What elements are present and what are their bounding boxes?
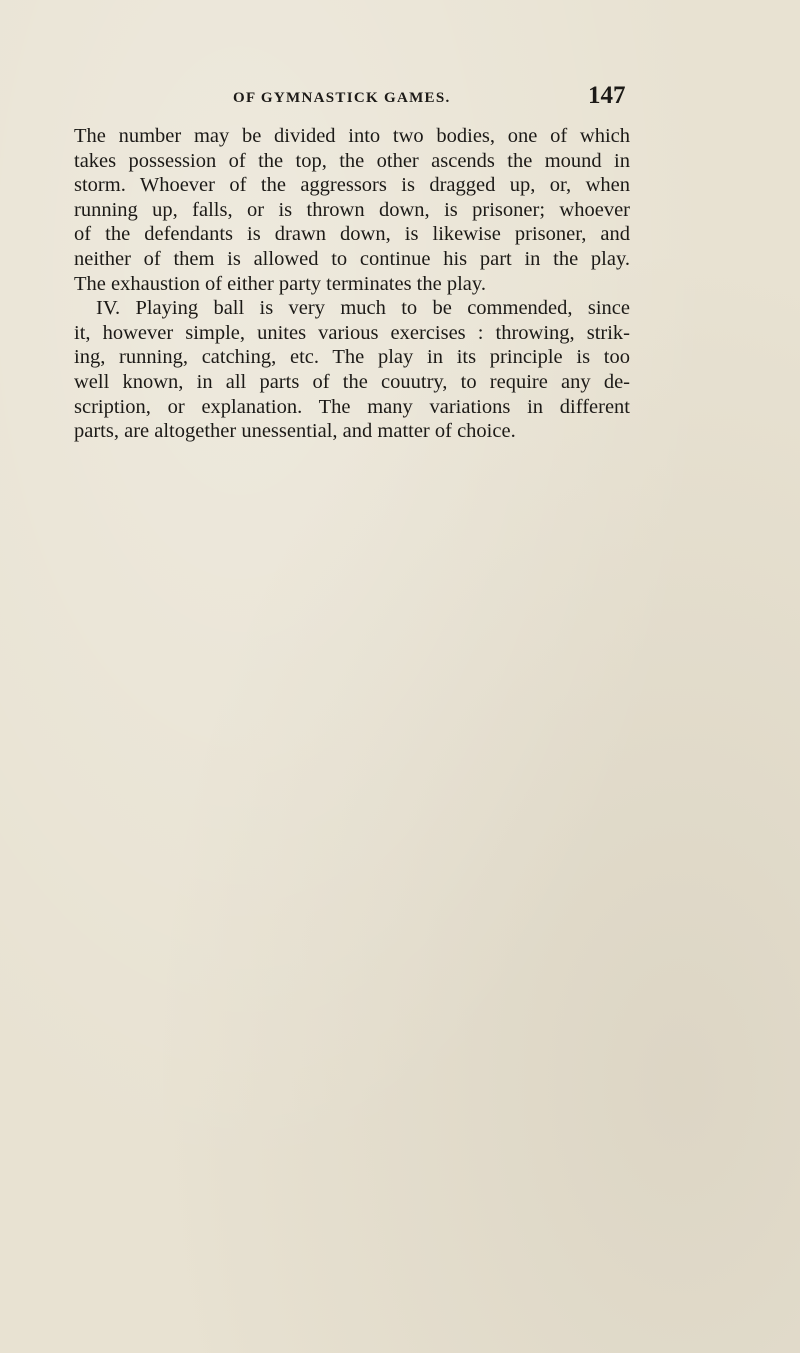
text-line: it, however simple, unites various exercises : throwing, strik- bbox=[74, 321, 630, 344]
text-line: storm. Whoever of the aggressors is dragged up, or, when bbox=[74, 174, 630, 197]
text-line: well known, in all parts of the couutry, to require any de- bbox=[74, 370, 630, 393]
page-number: 147 bbox=[588, 82, 626, 109]
running-head bbox=[233, 82, 633, 112]
text-line: neither of them is allowed to continue his part in the play. bbox=[74, 247, 630, 270]
text-line: The exhaustion of either party terminates the play. bbox=[74, 272, 486, 295]
text-line: takes possession of the top, the other ascends the mound in bbox=[74, 149, 630, 172]
running-title: OF GYMNASTICK GAMES. bbox=[233, 90, 451, 106]
text-line: scription, or explanation. The many variations in different bbox=[74, 395, 630, 418]
text-line: IV. Playing ball is very much to be commended, since bbox=[96, 297, 630, 320]
text-line: running up, falls, or is thrown down, is prisoner; whoever bbox=[74, 198, 630, 221]
body-text bbox=[74, 124, 630, 444]
text-line: of the defendants is drawn down, is likewise prisoner, and bbox=[74, 223, 630, 246]
text-line: The number may be divided into two bodies, one of which bbox=[74, 125, 630, 147]
text-line: ing, running, catching, etc. The play in its principle is too bbox=[74, 346, 630, 369]
text-line: parts, are altogether unessential, and matter of choice. bbox=[74, 420, 516, 443]
